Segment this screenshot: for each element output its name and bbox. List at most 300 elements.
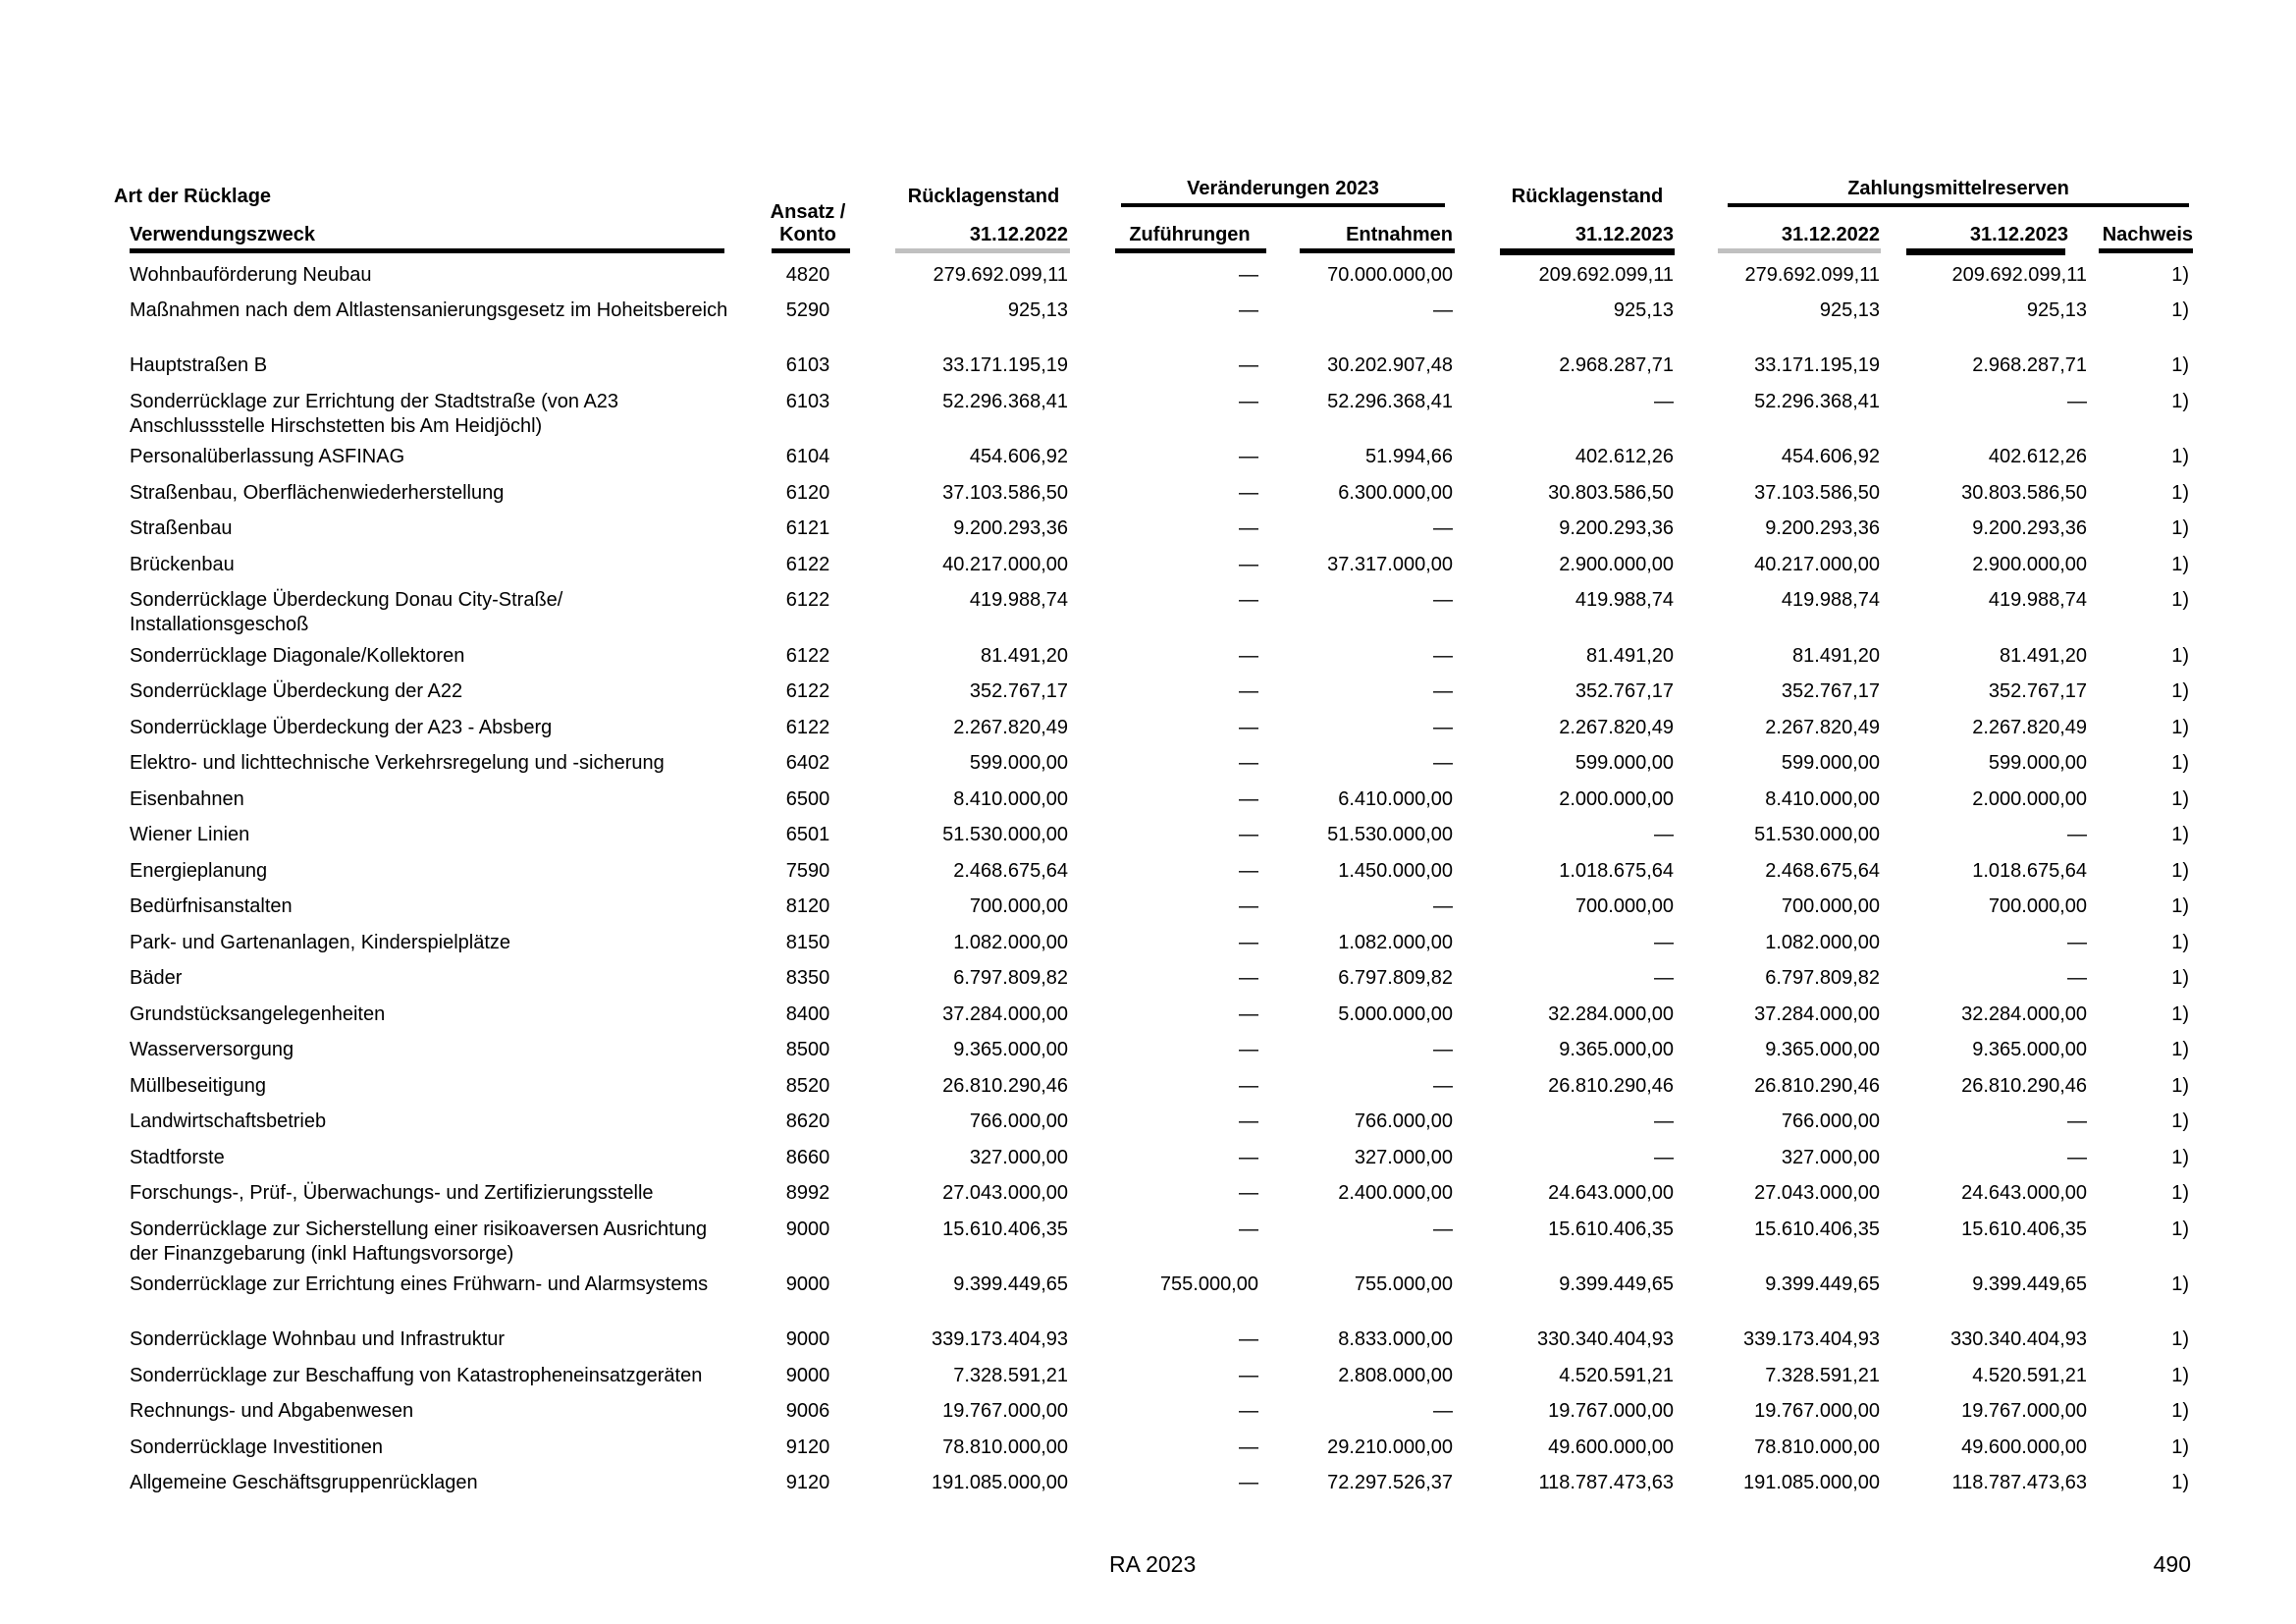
row-description: Wiener Linien xyxy=(130,824,250,845)
row-zm-2022: 26.810.290,46 xyxy=(1754,1075,1880,1097)
header-verwendungszweck: Verwendungszweck xyxy=(130,224,315,245)
row-konto: 8120 xyxy=(785,895,830,917)
row-nachweis: 1) xyxy=(2171,1110,2189,1132)
header-zm-2023: 31.12.2023 xyxy=(1969,224,2068,245)
row-entnahmen: — xyxy=(1433,680,1453,702)
row-description: Stadtforste xyxy=(130,1147,225,1168)
row-zm-2022: 19.767.000,00 xyxy=(1754,1400,1880,1422)
row-zm-2023: 1.018.675,64 xyxy=(1972,860,2087,882)
underline-konto xyxy=(772,248,850,253)
row-nachweis: 1) xyxy=(2171,752,2189,774)
row-zm-2023: 925,13 xyxy=(2026,299,2087,321)
row-nachweis: 1) xyxy=(2171,860,2189,882)
row-entnahmen: 6.300.000,00 xyxy=(1338,482,1453,504)
row-zm-2022: 9.365.000,00 xyxy=(1765,1039,1880,1060)
row-description: Bäder xyxy=(130,967,183,989)
row-entnahmen: 37.317.000,00 xyxy=(1327,554,1453,575)
row-description: Rechnungs- und Abgabenwesen xyxy=(130,1400,414,1422)
row-nachweis: 1) xyxy=(2171,554,2189,575)
row-description: Grundstücksangelegenheiten xyxy=(130,1003,386,1025)
row-entnahmen: 51.994,66 xyxy=(1365,446,1453,467)
row-zm-2023: — xyxy=(2067,967,2087,989)
row-konto: 6500 xyxy=(785,788,830,810)
row-description: Sonderrücklage zur Beschaffung von Katastropheneinsatzgeräten xyxy=(130,1365,703,1386)
row-description: Hauptstraßen B xyxy=(130,354,268,376)
row-zm-2022: 2.468.675,64 xyxy=(1765,860,1880,882)
row-stand-2022: 1.082.000,00 xyxy=(953,932,1068,953)
row-zm-2023: 49.600.000,00 xyxy=(1961,1436,2087,1458)
row-stand-2022: 7.328.591,21 xyxy=(953,1365,1068,1386)
row-konto: 8400 xyxy=(785,1003,830,1025)
row-konto: 8620 xyxy=(785,1110,830,1132)
underline-2023 xyxy=(1500,248,1675,255)
row-entnahmen: 51.530.000,00 xyxy=(1327,824,1453,845)
row-konto: 8350 xyxy=(785,967,830,989)
row-entnahmen: 6.410.000,00 xyxy=(1338,788,1453,810)
row-zufuehrungen: — xyxy=(1239,717,1258,738)
row-zm-2023: 700.000,00 xyxy=(1988,895,2087,917)
row-stand-2022: 2.468.675,64 xyxy=(953,860,1068,882)
row-description: Sonderrücklage Diagonale/Kollektoren xyxy=(130,645,465,667)
row-konto: 5290 xyxy=(785,299,830,321)
row-nachweis: 1) xyxy=(2171,354,2189,376)
row-zm-2022: 78.810.000,00 xyxy=(1754,1436,1880,1458)
row-stand-2023: 209.692.099,11 xyxy=(1538,264,1674,286)
row-zufuehrungen: — xyxy=(1239,299,1258,321)
row-stand-2023: 2.968.287,71 xyxy=(1559,354,1674,376)
row-zufuehrungen: — xyxy=(1239,264,1258,286)
header-ruecklagenstand-2022: Rücklagenstand xyxy=(907,186,1060,207)
row-zm-2023: 19.767.000,00 xyxy=(1961,1400,2087,1422)
row-zm-2023: 599.000,00 xyxy=(1988,752,2087,774)
row-zm-2022: 352.767,17 xyxy=(1781,680,1880,702)
row-nachweis: 1) xyxy=(2171,1075,2189,1097)
row-zm-2023: 330.340.404,93 xyxy=(1949,1328,2087,1350)
row-stand-2023: 2.900.000,00 xyxy=(1559,554,1674,575)
row-zufuehrungen: — xyxy=(1239,932,1258,953)
row-zm-2023: 419.988,74 xyxy=(1988,589,2087,611)
row-stand-2023: 4.520.591,21 xyxy=(1559,1365,1674,1386)
row-entnahmen: — xyxy=(1433,1075,1453,1097)
row-stand-2023: — xyxy=(1654,391,1674,412)
row-nachweis: 1) xyxy=(2171,788,2189,810)
row-description: Müllbeseitigung xyxy=(130,1075,266,1097)
row-description: Sonderrücklage Investitionen xyxy=(130,1436,383,1458)
row-stand-2023: 9.200.293,36 xyxy=(1559,517,1674,539)
header-ansatz: Ansatz / xyxy=(770,201,846,223)
row-zm-2023: 24.643.000,00 xyxy=(1961,1182,2087,1204)
row-zm-2022: 15.610.406,35 xyxy=(1754,1218,1880,1240)
row-description: Sonderrücklage Überdeckung der A22 xyxy=(130,680,463,702)
row-konto: 8660 xyxy=(785,1147,830,1168)
row-nachweis: 1) xyxy=(2171,264,2189,286)
row-entnahmen: 1.450.000,00 xyxy=(1338,860,1453,882)
row-zm-2023: — xyxy=(2067,1147,2087,1168)
row-entnahmen: 1.082.000,00 xyxy=(1338,932,1453,953)
row-nachweis: 1) xyxy=(2171,1472,2189,1493)
row-stand-2023: — xyxy=(1654,1147,1674,1168)
row-description: Bedürfnisanstalten xyxy=(130,895,293,917)
row-nachweis: 1) xyxy=(2171,589,2189,611)
row-konto: 6103 xyxy=(785,354,830,376)
row-entnahmen: 2.400.000,00 xyxy=(1338,1182,1453,1204)
row-zm-2022: 9.200.293,36 xyxy=(1765,517,1880,539)
row-entnahmen: 6.797.809,82 xyxy=(1338,967,1453,989)
header-ruecklagenstand-2023: Rücklagenstand xyxy=(1511,186,1664,207)
row-stand-2022: 9.365.000,00 xyxy=(953,1039,1068,1060)
row-zm-2023: 4.520.591,21 xyxy=(1972,1365,2087,1386)
row-description: Personalüberlassung ASFINAG xyxy=(130,446,405,467)
row-zufuehrungen: — xyxy=(1239,1039,1258,1060)
row-entnahmen: 5.000.000,00 xyxy=(1338,1003,1453,1025)
row-konto: 6122 xyxy=(785,680,830,702)
underline-zufuehrungen xyxy=(1115,248,1266,253)
row-description: Forschungs-, Prüf-, Überwachungs- und Zertifizierungsstelle xyxy=(130,1182,654,1204)
row-stand-2023: 330.340.404,93 xyxy=(1536,1328,1674,1350)
row-zm-2022: 925,13 xyxy=(1819,299,1880,321)
row-nachweis: 1) xyxy=(2171,391,2189,412)
row-stand-2023: — xyxy=(1654,1110,1674,1132)
row-zufuehrungen: — xyxy=(1239,391,1258,412)
row-description: Allgemeine Geschäftsgruppenrücklagen xyxy=(130,1472,478,1493)
row-konto: 9120 xyxy=(785,1472,830,1493)
row-stand-2022: 19.767.000,00 xyxy=(942,1400,1068,1422)
row-description: Eisenbahnen xyxy=(130,788,244,810)
row-stand-2022: 8.410.000,00 xyxy=(953,788,1068,810)
row-konto: 8500 xyxy=(785,1039,830,1060)
underline-nachweis xyxy=(2099,248,2193,253)
row-zm-2023: — xyxy=(2067,1110,2087,1132)
row-zm-2022: 419.988,74 xyxy=(1781,589,1880,611)
row-stand-2022: 279.692.099,11 xyxy=(933,264,1068,286)
row-nachweis: 1) xyxy=(2171,895,2189,917)
row-entnahmen: — xyxy=(1433,1218,1453,1240)
row-konto: 6120 xyxy=(785,482,830,504)
row-description: Straßenbau xyxy=(130,517,233,539)
row-stand-2023: 925,13 xyxy=(1613,299,1674,321)
row-description: Landwirtschaftsbetrieb xyxy=(130,1110,327,1132)
row-zm-2023: 81.491,20 xyxy=(2000,645,2087,667)
row-nachweis: 1) xyxy=(2171,1328,2189,1350)
row-stand-2022: 27.043.000,00 xyxy=(942,1182,1068,1204)
row-nachweis: 1) xyxy=(2171,1400,2189,1422)
row-entnahmen: — xyxy=(1433,645,1453,667)
page-number: 490 xyxy=(2153,1551,2191,1577)
row-stand-2022: 81.491,20 xyxy=(981,645,1068,667)
row-zm-2023: 32.284.000,00 xyxy=(1961,1003,2087,1025)
row-stand-2022: 191.085.000,00 xyxy=(931,1472,1068,1493)
row-konto: 8992 xyxy=(785,1182,830,1204)
row-entnahmen: 70.000.000,00 xyxy=(1327,264,1453,286)
row-zm-2022: 81.491,20 xyxy=(1792,645,1880,667)
row-stand-2023: 32.284.000,00 xyxy=(1548,1003,1674,1025)
row-zufuehrungen: — xyxy=(1239,788,1258,810)
underline-verwendungszweck xyxy=(130,248,724,253)
row-zufuehrungen: — xyxy=(1239,752,1258,774)
underline-entnahmen xyxy=(1300,248,1455,253)
row-konto: 7590 xyxy=(785,860,830,882)
row-zm-2022: 339.173.404,93 xyxy=(1742,1328,1880,1350)
row-description: Park- und Gartenanlagen, Kinderspielplätze xyxy=(130,932,511,953)
header-date-2022: 31.12.2022 xyxy=(969,224,1068,245)
row-zufuehrungen: — xyxy=(1239,680,1258,702)
row-entnahmen: — xyxy=(1433,1400,1453,1422)
row-entnahmen: 766.000,00 xyxy=(1354,1110,1453,1132)
row-stand-2022: 700.000,00 xyxy=(969,895,1068,917)
row-nachweis: 1) xyxy=(2171,1182,2189,1204)
underline-zahlungsmittelreserven xyxy=(1728,203,2189,207)
row-zm-2022: 1.082.000,00 xyxy=(1765,932,1880,953)
row-description: Elektro- und lichttechnische Verkehrsregelung und -sicherung xyxy=(130,752,665,774)
row-zufuehrungen: — xyxy=(1239,589,1258,611)
row-stand-2023: 26.810.290,46 xyxy=(1548,1075,1674,1097)
row-zm-2023: — xyxy=(2067,391,2087,412)
row-entnahmen: 29.210.000,00 xyxy=(1327,1436,1453,1458)
header-art: Art der Rücklage xyxy=(114,186,272,207)
row-zufuehrungen: — xyxy=(1239,860,1258,882)
row-nachweis: 1) xyxy=(2171,717,2189,738)
row-zm-2022: 52.296.368,41 xyxy=(1754,391,1880,412)
row-entnahmen: 30.202.907,48 xyxy=(1327,354,1453,376)
row-entnahmen: 327.000,00 xyxy=(1354,1147,1453,1168)
header-zufuehrungen: Zuführungen xyxy=(1129,224,1251,245)
row-zm-2023: 9.200.293,36 xyxy=(1972,517,2087,539)
row-description: Sonderrücklage zur Errichtung der Stadtstraße (von A23 Anschlussstelle Hirschstetten bis Am Heidjöchl) xyxy=(130,391,619,437)
row-description: Wasserversorgung xyxy=(130,1039,294,1060)
row-stand-2023: 700.000,00 xyxy=(1575,895,1674,917)
row-zm-2023: 26.810.290,46 xyxy=(1961,1075,2087,1097)
row-zufuehrungen: — xyxy=(1239,895,1258,917)
row-nachweis: 1) xyxy=(2171,967,2189,989)
row-description: Wohnbauförderung Neubau xyxy=(130,264,372,286)
row-stand-2022: 454.606,92 xyxy=(969,446,1068,467)
row-zm-2022: 700.000,00 xyxy=(1781,895,1880,917)
row-zm-2023: 15.610.406,35 xyxy=(1961,1218,2087,1240)
row-stand-2023: 9.399.449,65 xyxy=(1559,1273,1674,1295)
row-zm-2022: 599.000,00 xyxy=(1781,752,1880,774)
row-stand-2022: 339.173.404,93 xyxy=(931,1328,1068,1350)
row-zufuehrungen: — xyxy=(1239,1400,1258,1422)
row-entnahmen: 2.808.000,00 xyxy=(1338,1365,1453,1386)
row-stand-2022: 766.000,00 xyxy=(969,1110,1068,1132)
row-zufuehrungen: — xyxy=(1239,1218,1258,1240)
row-stand-2023: 118.787.473,63 xyxy=(1538,1472,1674,1493)
row-stand-2022: 9.200.293,36 xyxy=(953,517,1068,539)
row-stand-2023: — xyxy=(1654,967,1674,989)
row-konto: 6122 xyxy=(785,589,830,611)
row-konto: 9000 xyxy=(785,1365,830,1386)
row-zm-2022: 191.085.000,00 xyxy=(1742,1472,1880,1493)
row-entnahmen: — xyxy=(1433,1039,1453,1060)
row-nachweis: 1) xyxy=(2171,680,2189,702)
row-zufuehrungen: — xyxy=(1239,554,1258,575)
row-nachweis: 1) xyxy=(2171,1039,2189,1060)
row-nachweis: 1) xyxy=(2171,824,2189,845)
row-stand-2022: 52.296.368,41 xyxy=(942,391,1068,412)
row-zm-2023: — xyxy=(2067,932,2087,953)
row-description: Sonderrücklage zur Errichtung eines Frühwarn- und Alarmsystems xyxy=(130,1273,709,1295)
row-zufuehrungen: — xyxy=(1239,824,1258,845)
row-zm-2022: 766.000,00 xyxy=(1781,1110,1880,1132)
row-stand-2023: 24.643.000,00 xyxy=(1548,1182,1674,1204)
row-entnahmen: — xyxy=(1433,299,1453,321)
row-description: Energieplanung xyxy=(130,860,268,882)
row-entnahmen: — xyxy=(1433,717,1453,738)
row-zm-2023: — xyxy=(2067,824,2087,845)
row-zufuehrungen: — xyxy=(1239,517,1258,539)
row-stand-2023: 402.612,26 xyxy=(1575,446,1674,467)
row-description: Sonderrücklage Wohnbau und Infrastruktur xyxy=(130,1328,506,1350)
row-zufuehrungen: — xyxy=(1239,1436,1258,1458)
row-konto: 6122 xyxy=(785,554,830,575)
header-date-2023: 31.12.2023 xyxy=(1575,224,1674,245)
header-entnahmen: Entnahmen xyxy=(1346,224,1453,245)
row-zm-2023: 9.399.449,65 xyxy=(1972,1273,2087,1295)
row-zm-2022: 327.000,00 xyxy=(1781,1147,1880,1168)
row-stand-2023: 352.767,17 xyxy=(1575,680,1674,702)
row-zm-2023: 352.767,17 xyxy=(1988,680,2087,702)
row-konto: 9000 xyxy=(785,1273,830,1295)
row-stand-2022: 6.797.809,82 xyxy=(953,967,1068,989)
row-konto: 4820 xyxy=(785,264,830,286)
row-zufuehrungen: — xyxy=(1239,354,1258,376)
row-stand-2022: 352.767,17 xyxy=(969,680,1068,702)
row-entnahmen: — xyxy=(1433,589,1453,611)
row-zufuehrungen: — xyxy=(1239,1147,1258,1168)
row-konto: 9006 xyxy=(785,1400,830,1422)
row-stand-2022: 40.217.000,00 xyxy=(942,554,1068,575)
row-zufuehrungen: — xyxy=(1239,645,1258,667)
row-stand-2023: 599.000,00 xyxy=(1575,752,1674,774)
row-zufuehrungen: — xyxy=(1239,1365,1258,1386)
row-nachweis: 1) xyxy=(2171,446,2189,467)
row-konto: 6104 xyxy=(785,446,830,467)
row-stand-2023: 15.610.406,35 xyxy=(1548,1218,1674,1240)
row-zm-2023: 2.267.820,49 xyxy=(1972,717,2087,738)
row-nachweis: 1) xyxy=(2171,1365,2189,1386)
row-stand-2022: 9.399.449,65 xyxy=(953,1273,1068,1295)
header-zm-2022: 31.12.2022 xyxy=(1781,224,1880,245)
row-zufuehrungen: — xyxy=(1239,1472,1258,1493)
row-entnahmen: — xyxy=(1433,517,1453,539)
row-konto: 6402 xyxy=(785,752,830,774)
row-entnahmen: 52.296.368,41 xyxy=(1327,391,1453,412)
row-stand-2023: 2.267.820,49 xyxy=(1559,717,1674,738)
row-zm-2022: 27.043.000,00 xyxy=(1754,1182,1880,1204)
row-nachweis: 1) xyxy=(2171,932,2189,953)
row-stand-2022: 599.000,00 xyxy=(969,752,1068,774)
row-zm-2023: 118.787.473,63 xyxy=(1951,1472,2087,1493)
row-zm-2022: 33.171.195,19 xyxy=(1754,354,1880,376)
row-zm-2022: 37.284.000,00 xyxy=(1754,1003,1880,1025)
row-zm-2023: 9.365.000,00 xyxy=(1972,1039,2087,1060)
row-zm-2022: 2.267.820,49 xyxy=(1765,717,1880,738)
row-stand-2022: 37.284.000,00 xyxy=(942,1003,1068,1025)
row-zufuehrungen: — xyxy=(1239,1328,1258,1350)
row-entnahmen: 755.000,00 xyxy=(1354,1273,1453,1295)
row-zufuehrungen: — xyxy=(1239,1182,1258,1204)
row-entnahmen: — xyxy=(1433,752,1453,774)
row-zufuehrungen: 755.000,00 xyxy=(1159,1273,1258,1295)
row-entnahmen: 8.833.000,00 xyxy=(1338,1328,1453,1350)
row-zm-2022: 40.217.000,00 xyxy=(1754,554,1880,575)
row-zm-2022: 51.530.000,00 xyxy=(1754,824,1880,845)
header-nachweis: Nachweis xyxy=(2102,224,2193,245)
row-zufuehrungen: — xyxy=(1239,967,1258,989)
row-konto: 6121 xyxy=(785,517,830,539)
row-zufuehrungen: — xyxy=(1239,1110,1258,1132)
row-zm-2022: 9.399.449,65 xyxy=(1765,1273,1880,1295)
row-zm-2023: 30.803.586,50 xyxy=(1961,482,2087,504)
row-konto: 6103 xyxy=(785,391,830,412)
row-konto: 6122 xyxy=(785,645,830,667)
row-stand-2022: 33.171.195,19 xyxy=(942,354,1068,376)
row-zm-2023: 209.692.099,11 xyxy=(1951,264,2087,286)
row-stand-2023: 1.018.675,64 xyxy=(1559,860,1674,882)
row-stand-2022: 2.267.820,49 xyxy=(953,717,1068,738)
row-stand-2022: 78.810.000,00 xyxy=(942,1436,1068,1458)
row-zm-2023: 402.612,26 xyxy=(1988,446,2087,467)
row-stand-2023: 81.491,20 xyxy=(1586,645,1674,667)
row-zm-2022: 7.328.591,21 xyxy=(1765,1365,1880,1386)
row-konto: 6122 xyxy=(785,717,830,738)
row-description: Sonderrücklage Überdeckung Donau City-Straße/ Installationsgeschoß xyxy=(130,589,563,635)
row-entnahmen: — xyxy=(1433,895,1453,917)
row-stand-2023: 30.803.586,50 xyxy=(1548,482,1674,504)
row-nachweis: 1) xyxy=(2171,482,2189,504)
row-stand-2023: 49.600.000,00 xyxy=(1548,1436,1674,1458)
row-stand-2023: 419.988,74 xyxy=(1575,589,1674,611)
row-nachweis: 1) xyxy=(2171,1273,2189,1295)
row-zm-2023: 2.000.000,00 xyxy=(1972,788,2087,810)
row-konto: 8520 xyxy=(785,1075,830,1097)
row-nachweis: 1) xyxy=(2171,1003,2189,1025)
underline-zm-2023 xyxy=(1906,248,2065,255)
row-description: Maßnahmen nach dem Altlastensanierungsgesetz im Hoheitsbereich xyxy=(130,299,728,321)
header-konto: Konto xyxy=(779,224,836,245)
row-zm-2022: 6.797.809,82 xyxy=(1765,967,1880,989)
row-stand-2022: 15.610.406,35 xyxy=(942,1218,1068,1240)
row-stand-2022: 51.530.000,00 xyxy=(942,824,1068,845)
row-nachweis: 1) xyxy=(2171,1218,2189,1240)
row-entnahmen: 72.297.526,37 xyxy=(1327,1472,1453,1493)
row-stand-2022: 925,13 xyxy=(1007,299,1068,321)
row-stand-2023: 19.767.000,00 xyxy=(1548,1400,1674,1422)
row-description: Sonderrücklage zur Sicherstellung einer risikoaversen Ausrichtung der Finanzgebarung (inkl Haftungsvorsorge) xyxy=(130,1218,708,1265)
row-stand-2022: 26.810.290,46 xyxy=(942,1075,1068,1097)
row-description: Straßenbau, Oberflächenwiederherstellung xyxy=(130,482,505,504)
row-konto: 9000 xyxy=(785,1328,830,1350)
row-stand-2023: 9.365.000,00 xyxy=(1559,1039,1674,1060)
row-zm-2022: 37.103.586,50 xyxy=(1754,482,1880,504)
underline-2022 xyxy=(895,248,1070,253)
row-zufuehrungen: — xyxy=(1239,482,1258,504)
row-nachweis: 1) xyxy=(2171,645,2189,667)
footer-title: RA 2023 xyxy=(1109,1551,1197,1577)
row-nachweis: 1) xyxy=(2171,517,2189,539)
row-zufuehrungen: — xyxy=(1239,446,1258,467)
row-konto: 8150 xyxy=(785,932,830,953)
row-zufuehrungen: — xyxy=(1239,1003,1258,1025)
row-stand-2022: 327.000,00 xyxy=(969,1147,1068,1168)
row-zm-2022: 8.410.000,00 xyxy=(1765,788,1880,810)
row-nachweis: 1) xyxy=(2171,1436,2189,1458)
row-stand-2023: 2.000.000,00 xyxy=(1559,788,1674,810)
underline-zm-2022 xyxy=(1718,248,1881,253)
row-zm-2022: 454.606,92 xyxy=(1781,446,1880,467)
row-zufuehrungen: — xyxy=(1239,1075,1258,1097)
row-konto: 9120 xyxy=(785,1436,830,1458)
